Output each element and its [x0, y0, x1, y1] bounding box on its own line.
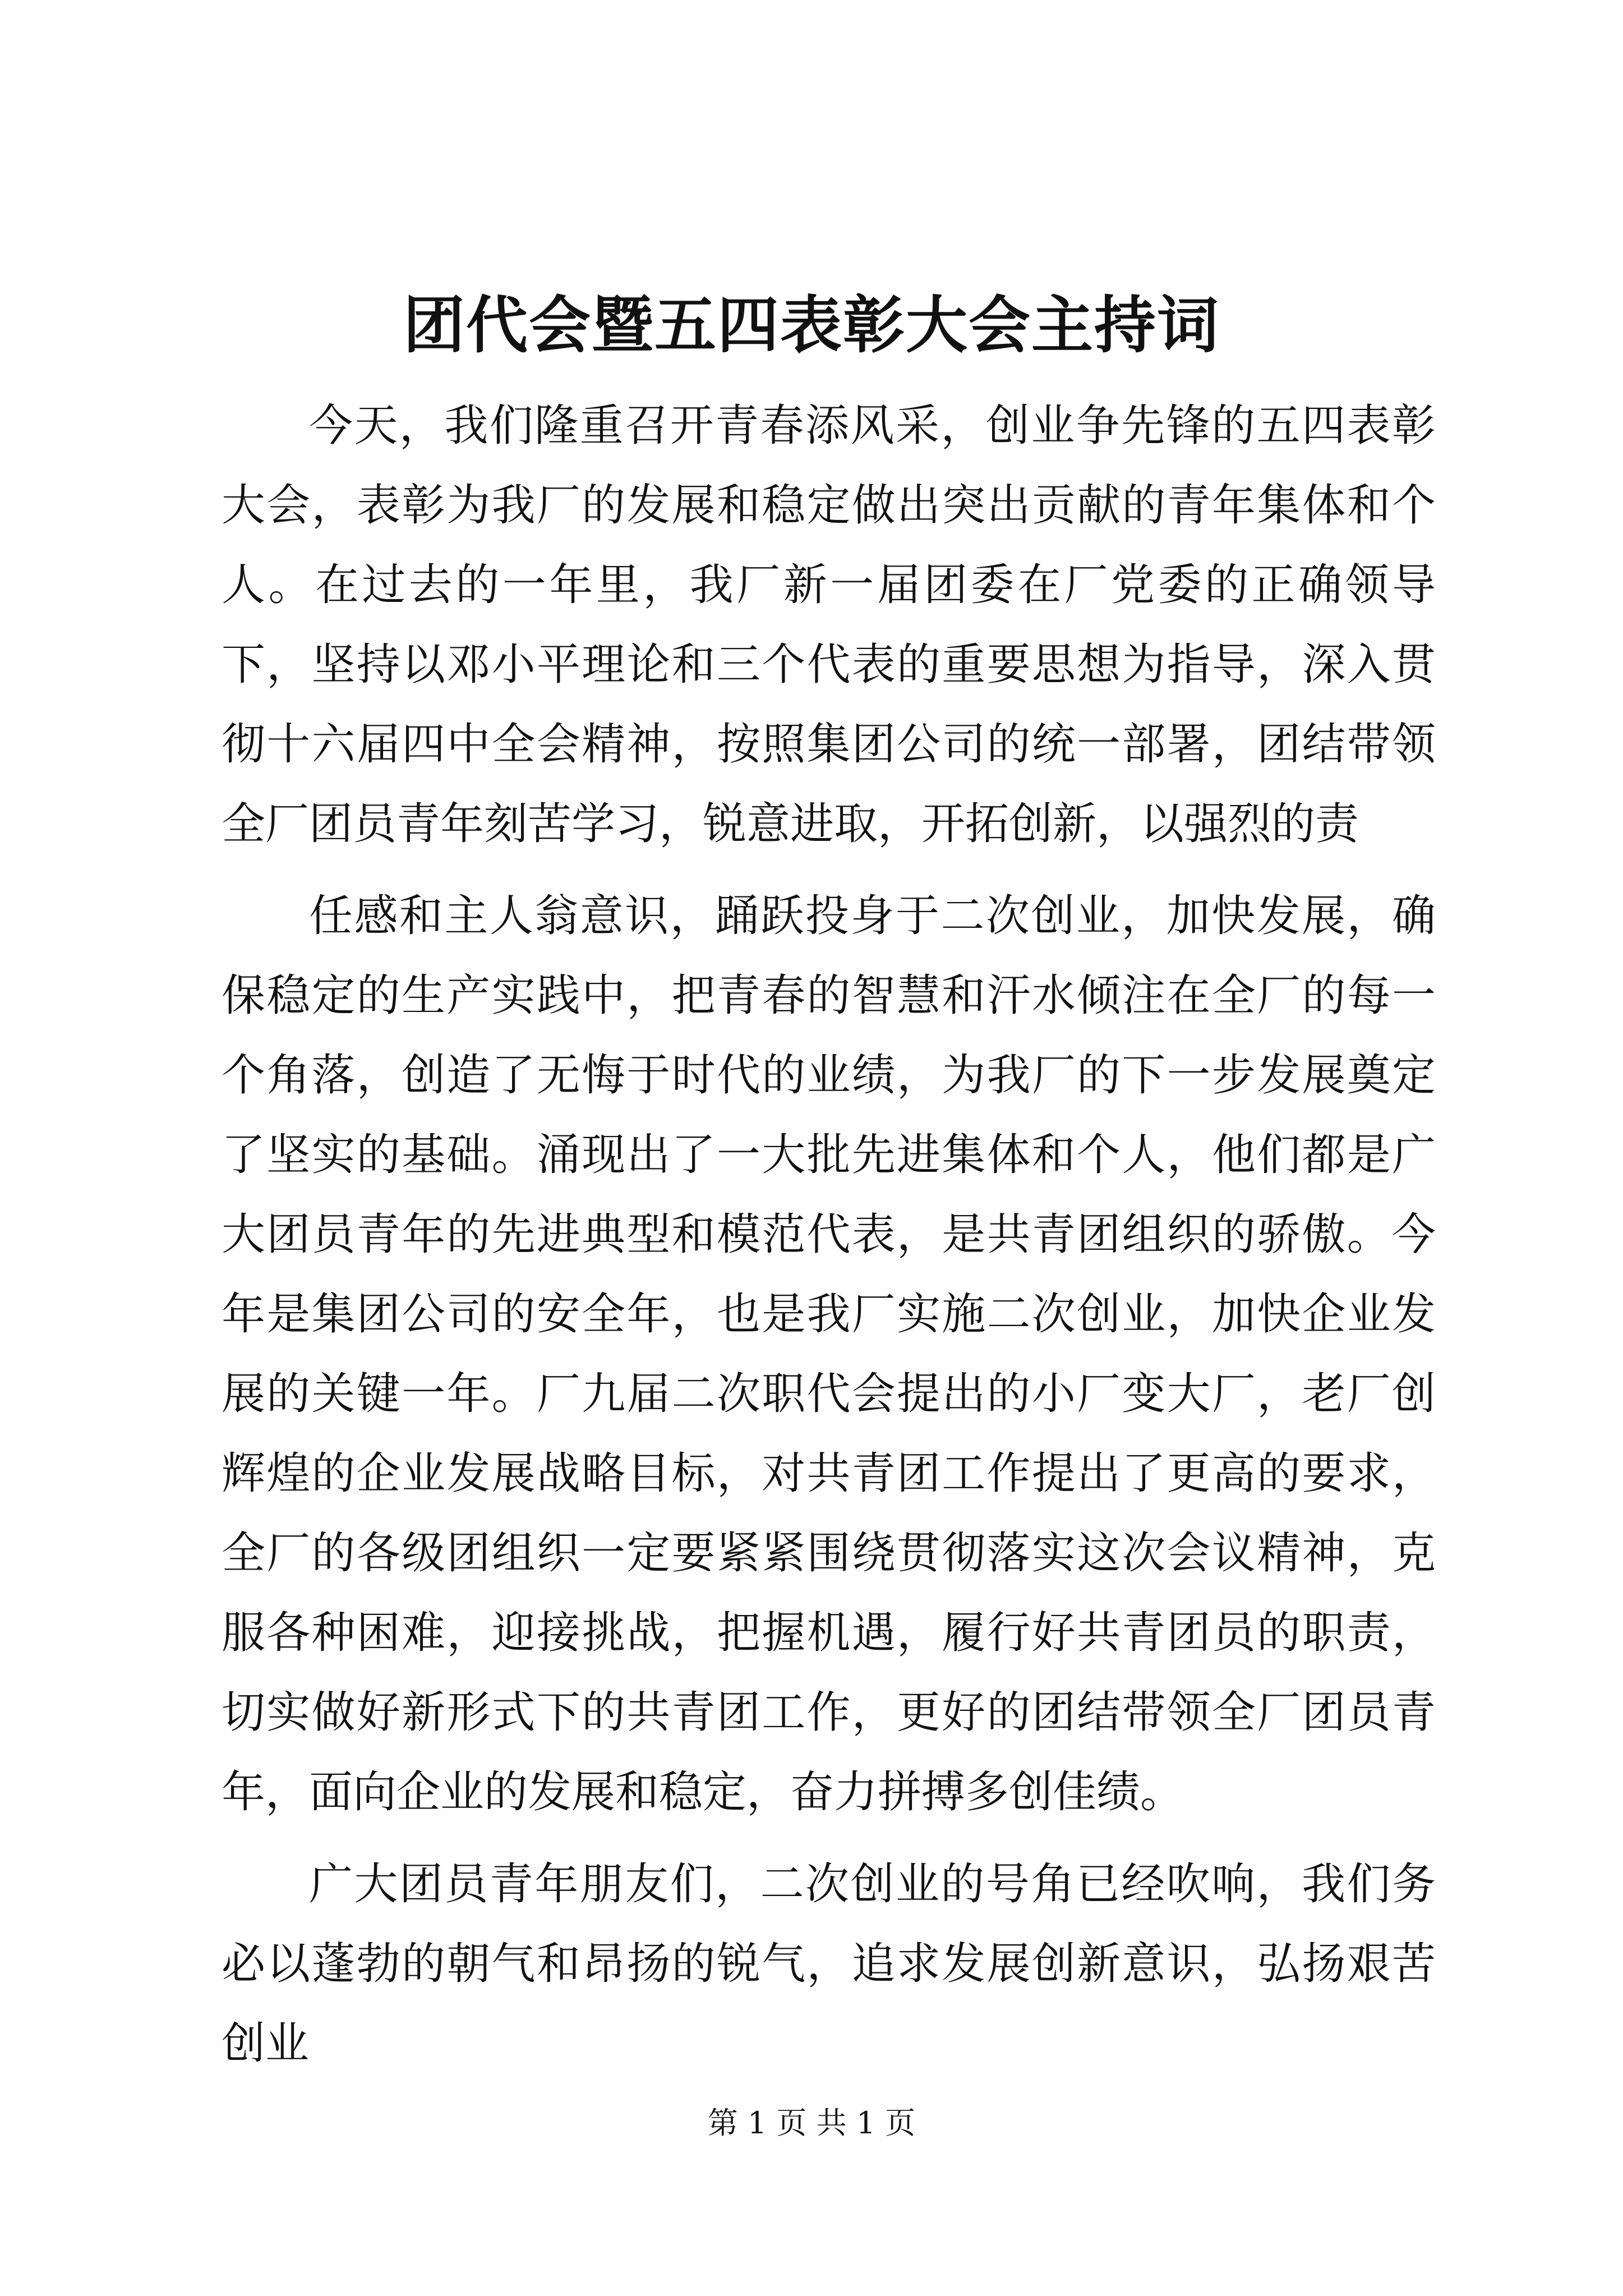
- paragraph-3: 广大团员青年朋友们，二次创业的号角已经吹响，我们务必以蓬勃的朝气和昂扬的锐气，追求发展创新意识，弘扬艰苦创业: [222, 1859, 1436, 2069]
- paragraph-2: 任感和主人翁意识，踊跃投身于二次创业，加快发展，确保稳定的生产实践中，把青春的智慧和汗水倾注在全厂的每一个角落，创造了无悔于时代的业绩，为我厂的下一步发展奠定了坚实的基础。涌现出了一大批先进集体和个人，他们都是广大团员青年的先进典型和模范代表，是共青团组织的骄傲。今年是集团公司的安全年，也是我厂实施二次创业，加快企业发展的关键一年。厂九届二次职代会提出的小厂变大厂，老厂创辉煌的企业发展战略目标，对共青团工作提出了更高的要求，全厂的各级团组织一定要紧紧围绕贯彻落实这次会议精神，克服各种困难，迎接挑战，把握机遇，履行好共青团员的职责，切实做好新形式下的共青团工作，更好的团结带领全厂团员青年，面向企业的发展和稳定，奋力拼搏多创佳绩。: [222, 891, 1436, 1818]
- document-body: [222, 386, 1436, 2083]
- page-footer: 第 1 页 共 1 页: [707, 2105, 916, 2141]
- document-title: 团代会暨五四表彰大会主持词: [403, 289, 1220, 361]
- paragraph-1: 今天，我们隆重召开青春添风采，创业争先锋的五四表彰大会，表彰为我厂的发展和稳定做出突出贡献的青年集体和个人。在过去的一年里，我厂新一届团委在厂党委的正确领导下，坚持以邓小平理论和三个代表的重要思想为指导，深入贯彻十六届四中全会精神，按照集团公司的统一部署，团结带领全厂团员青年刻苦学习，锐意进取，开拓创新，以强烈的责: [222, 401, 1436, 849]
